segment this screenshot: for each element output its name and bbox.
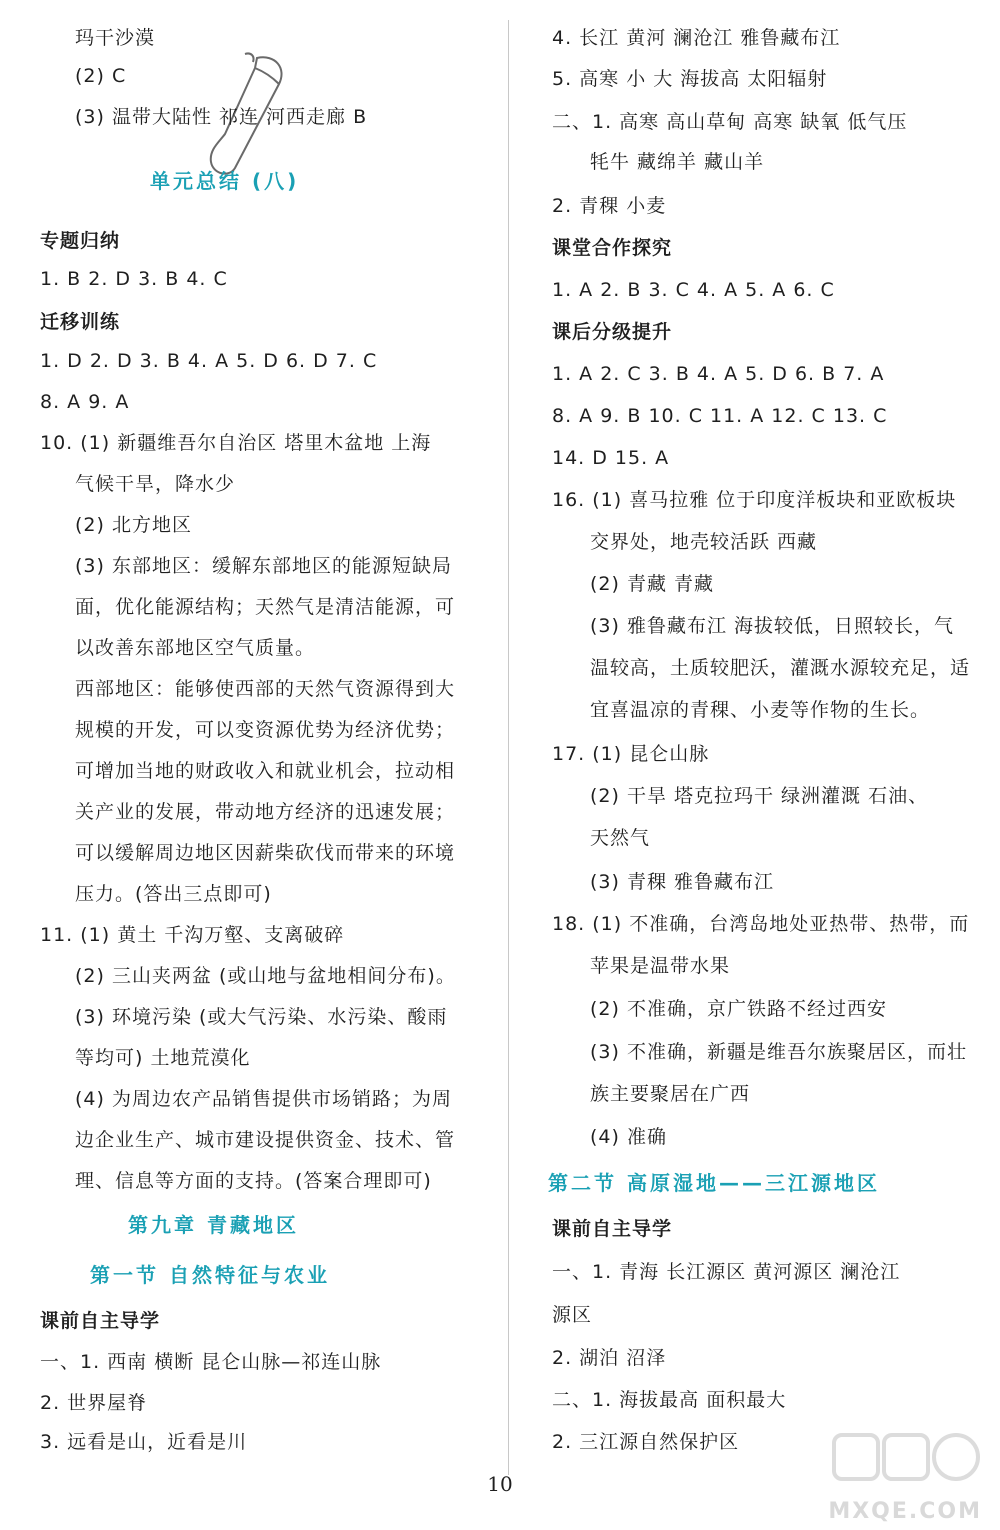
right-line: 2. 三江源自然保护区 <box>552 1431 740 1453</box>
left-line: (3) 东部地区：缓解东部地区的能源短缺局 <box>75 555 452 577</box>
unit-summary-heading <box>150 165 360 195</box>
right-line: (4) 准确 <box>590 1126 667 1148</box>
right-line: 族主要聚居在广西 <box>590 1083 751 1105</box>
left-line: 8. A 9. A <box>40 391 130 413</box>
left-line: (3) 环境污染 (或大气污染、水污染、酸雨 <box>75 1006 448 1028</box>
right-line: (2) 不准确，京广铁路不经过西安 <box>590 998 887 1020</box>
right-line: (3) 雅鲁藏布江 海拔较低，日照较长，气 <box>590 615 954 637</box>
right-line: 课堂合作探究 <box>552 237 673 259</box>
right-line: 17. (1) 昆仑山脉 <box>552 743 710 765</box>
left-line: (2) 北方地区 <box>75 514 192 536</box>
right-line: 二、1. 高寒 高山草甸 高寒 缺氧 低气压 <box>552 111 908 133</box>
left-line: 10. (1) 新疆维吾尔自治区 塔里木盆地 上海 <box>40 432 432 454</box>
right-line: 温较高，土质较肥沃，灌溉水源较充足，适 <box>590 657 971 679</box>
left-line: 课前自主导学 <box>40 1310 161 1332</box>
right-line: 天然气 <box>590 827 651 849</box>
right-line: 牦牛 藏绵羊 藏山羊 <box>590 151 765 173</box>
left-line: 边企业生产、城市建设提供资金、技术、管 <box>75 1129 456 1151</box>
right-line: 交界处，地壳较活跃 西藏 <box>590 531 818 553</box>
right-line: 苹果是温带水果 <box>590 955 731 977</box>
left-line: 1. D 2. D 3. B 4. A 5. D 6. D 7. C <box>40 350 378 372</box>
right-line: (2) 干旱 塔克拉玛干 绿洲灌溉 石油、 <box>590 785 929 807</box>
right-line: 一、1. 青海 长江源区 黄河源区 澜沧江 <box>552 1261 901 1283</box>
left-line: 玛干沙漠 <box>75 27 156 49</box>
chapter-heading: 第九章 青藏地区 <box>128 1213 299 1237</box>
right-line: 二、1. 海拔最高 面积最大 <box>552 1389 787 1411</box>
section-heading-1: 第一节 自然特征与农业 <box>90 1263 330 1287</box>
left-line: 可以缓解周边地区因薪柴砍伐而带来的环境 <box>75 842 456 864</box>
left-line: 可增加当地的财政收入和就业机会，拉动相 <box>75 760 456 782</box>
right-line: 8. A 9. B 10. C 11. A 12. C 13. C <box>552 405 888 427</box>
left-line: 等均可) 土地荒漠化 <box>75 1047 251 1069</box>
column-divider <box>508 20 509 1475</box>
left-line: 1. B 2. D 3. B 4. C <box>40 268 228 290</box>
right-line: (3) 不准确，新疆是维吾尔族聚居区，而壮 <box>590 1041 967 1063</box>
left-line: 理、信息等方面的支持。(答案合理即可) <box>75 1170 432 1192</box>
right-line: 课前自主导学 <box>552 1218 673 1240</box>
right-line: 2. 青稞 小麦 <box>552 195 667 217</box>
unit-summary-heading-text: 单元总结 (八) <box>150 169 300 193</box>
left-line: 2. 世界屋脊 <box>40 1392 148 1414</box>
left-line: (4) 为周边农产品销售提供市场销路；为周 <box>75 1088 452 1110</box>
right-line: 课后分级提升 <box>552 321 673 343</box>
right-line: 5. 高寒 小 大 海拔高 太阳辐射 <box>552 68 828 90</box>
right-line: 宜喜温凉的青稞、小麦等作物的生长。 <box>590 699 931 721</box>
left-line: (3) 温带大陆性 祁连 河西走廊 B <box>75 106 368 128</box>
section-heading-2: 第二节 高原湿地——三江源地区 <box>548 1171 880 1195</box>
left-line: 西部地区：能够使西部的天然气资源得到大 <box>75 678 456 700</box>
right-line: 14. D 15. A <box>552 447 670 469</box>
left-line: 压力。(答出三点即可) <box>75 883 272 905</box>
left-line: (2) C <box>75 65 127 87</box>
page-number: 10 <box>487 1472 513 1496</box>
left-line: 迁移训练 <box>40 311 121 333</box>
watermark-text: MXQE.COM <box>828 1499 982 1524</box>
right-line: 1. A 2. C 3. B 4. A 5. D 6. B 7. A <box>552 363 885 385</box>
left-line: 关产业的发展，带动地方经济的迅速发展； <box>75 801 456 823</box>
right-line: (3) 青稞 雅鲁藏布江 <box>590 871 774 893</box>
left-line: (2) 三山夹两盆 (或山地与盆地相间分布)。 <box>75 965 456 987</box>
left-line: 面，优化能源结构；天然气是清洁能源，可 <box>75 596 456 618</box>
right-line: 18. (1) 不准确，台湾岛地处亚热带、热带，而 <box>552 913 970 935</box>
left-line: 3. 远看是山，近看是川 <box>40 1431 248 1453</box>
left-line: 一、1. 西南 横断 昆仑山脉—祁连山脉 <box>40 1351 382 1373</box>
left-line: 专题归纳 <box>40 230 121 252</box>
right-line: 源区 <box>552 1304 593 1326</box>
right-line: 4. 长江 黄河 澜沧江 雅鲁藏布江 <box>552 27 841 49</box>
left-line: 规模的开发，可以变资源优势为经济优势； <box>75 719 456 741</box>
left-line: 气候干旱，降水少 <box>75 473 236 495</box>
right-line: 2. 湖泊 沼泽 <box>552 1347 667 1369</box>
right-line: 16. (1) 喜马拉雅 位于印度洋板块和亚欧板块 <box>552 489 957 511</box>
left-line: 11. (1) 黄土 千沟万壑、支离破碎 <box>40 924 345 946</box>
right-line: (2) 青藏 青藏 <box>590 573 714 595</box>
right-line: 1. A 2. B 3. C 4. A 5. A 6. C <box>552 279 835 301</box>
left-line: 以改善东部地区空气质量。 <box>75 637 316 659</box>
